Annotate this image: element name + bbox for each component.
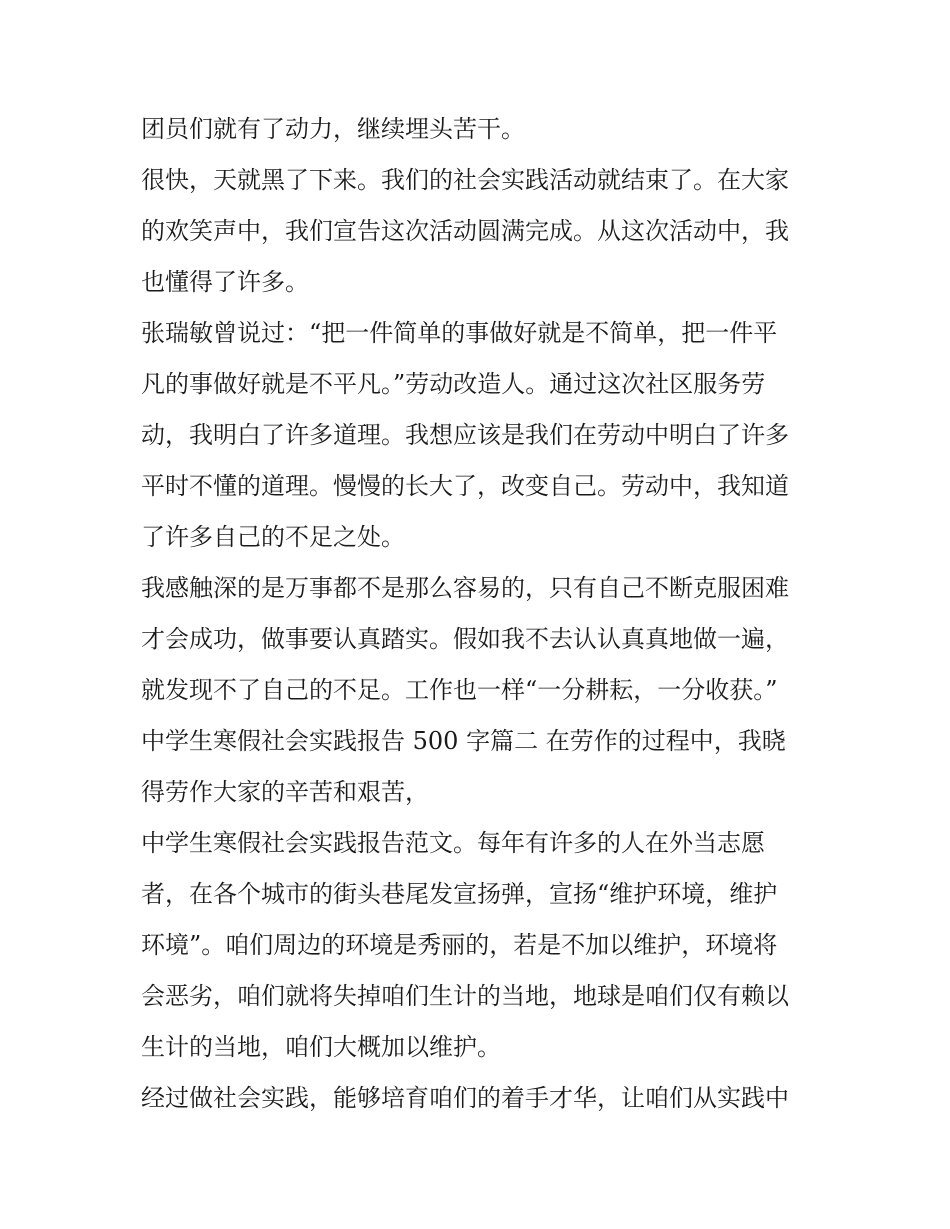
text-line: 生计的当地，咱们大概加以维护。: [141, 1033, 501, 1061]
text-line: 中学生寒假社会实践报告 500 字篇二 在劳作的过程中，我晓: [141, 727, 786, 755]
text-line: 了许多自己的不足之处。: [141, 523, 405, 551]
text-line: 我感触深的是万事都不是那么容易的，只有自己不断克服困难: [141, 574, 789, 602]
text-line: 会恶劣，咱们就将失掉咱们生计的当地，地球是咱们仅有赖以: [141, 982, 789, 1010]
text-line: 得劳作大家的辛苦和艰苦，: [141, 778, 429, 806]
text-line: 中学生寒假社会实践报告范文。每年有许多的人在外当志愿: [141, 829, 765, 857]
text-line: 经过做社会实践，能够培育咱们的着手才华，让咱们从实践中: [141, 1084, 789, 1112]
text-line: 才会成功，做事要认真踏实。假如我不去认认真真地做一遍，: [141, 625, 789, 653]
text-line: 凡的事做好就是不平凡。”劳动改造人。通过这次社区服务劳: [141, 370, 766, 398]
text-line: 动，我明白了许多道理。我想应该是我们在劳动中明白了许多: [141, 421, 789, 449]
text-line: 也懂得了许多。: [141, 268, 309, 296]
document-body: [141, 109, 821, 1129]
text-line: 环境”。咱们周边的环境是秀丽的，若是不加以维护，环境将: [141, 931, 778, 959]
text-line: 张瑞敏曾说过：“把一件简单的事做好就是不简单，把一件平: [141, 319, 778, 347]
text-line: 很快，天就黑了下来。我们的社会实践活动就结束了。在大家: [141, 166, 789, 194]
text-line: 平时不懂的道理。慢慢的长大了，改变自己。劳动中，我知道: [141, 472, 789, 500]
text-line: 的欢笑声中，我们宣告这次活动圆满完成。从这次活动中，我: [141, 217, 789, 245]
text-line: 团员们就有了动力，继续埋头苦干。: [141, 115, 525, 143]
text-line: 者，在各个城市的街头巷尾发宣扬弹，宣扬“维护环境，维护: [141, 880, 778, 908]
text-line: 就发现不了自己的不足。工作也一样“一分耕耘，一分收获。”: [141, 676, 778, 704]
